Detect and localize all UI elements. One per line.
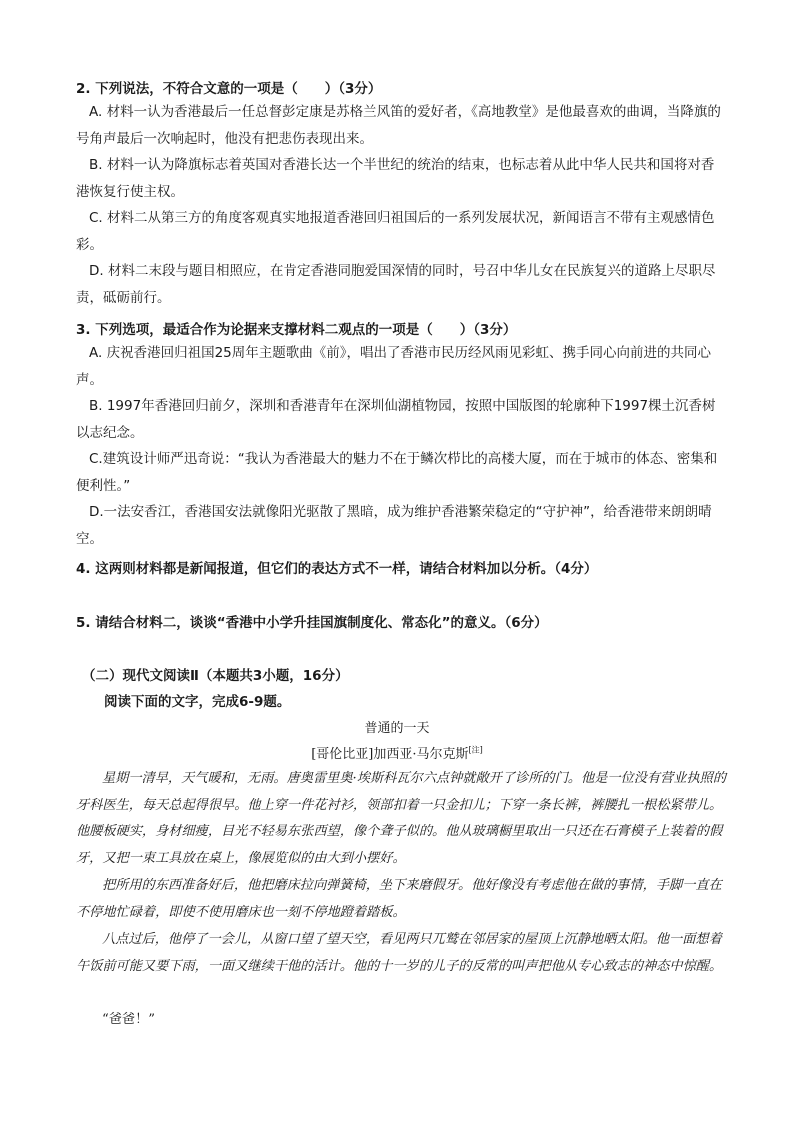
question-2-option-c: C. 材料二从第三方的角度客观真实地报道香港回归祖国后的一系列发展状况，新闻语言不带有主观感情色彩。 bbox=[76, 210, 715, 253]
story-note-marker: [注] bbox=[468, 745, 483, 755]
question-2-option-d: D. 材料二末段与题目相照应，在肯定香港同胞爱国深情的同时，号召中华儿女在民族复兴的道路上尽职尽责，砥砺前行。 bbox=[76, 263, 716, 306]
question-2-option-a: A. 材料一认为香港最后一任总督彭定康是苏格兰风笛的爱好者，《高地教堂》是他最喜欢的曲调，当降旗的号角声最后一次响起时，他没有把悲伤表现出来。 bbox=[76, 104, 721, 147]
story-paragraph-1: 星期一清早，天气暖和，无雨。唐奥雷里奥·埃斯科瓦尔六点钟就敞开了诊所的门。他是一位没有营业执照的牙科医生，每天总起得很早。他上穿一件花衬衫，领部扣着一只金扣儿；下穿一条长裤，裤腰扎一根松紧带儿。他腰板硬实，身材细瘦，目光不轻易东张西望，像个聋子似的。他从玻璃橱里取出一只还在石膏模子上装着的假牙，又把一束工具放在桌上，像展览似的由大到小摆好。 bbox=[76, 771, 727, 866]
question-2-title: 2. 下列说法，不符合文意的一项是（ ）（3分） bbox=[76, 81, 382, 97]
question-5-title: 5. 请结合材料二，谈谈“香港中小学升挂国旗制度化、常态化”的意义。（6分） bbox=[76, 615, 548, 631]
section-instruction: 阅读下面的文字，完成6-9题。 bbox=[104, 694, 291, 710]
story-author: [哥伦比亚]加西亚·马尔克斯 bbox=[311, 747, 469, 762]
question-3-title: 3. 下列选项，最适合作为论据来支撑材料二观点的一项是（ ）（3分） bbox=[76, 322, 517, 338]
question-2-option-b: B. 材料一认为降旗标志着英国对香港长达一个半世纪的统治的结束，也标志着从此中华人民共和国将对香港恢复行使主权。 bbox=[76, 157, 715, 200]
question-3-option-c: C.建筑设计师严迅奇说：“我认为香港最大的魅力不在于鳞次栉比的高楼大厦，而在于城市的体态、密集和便利性。” bbox=[76, 451, 718, 494]
question-3-option-d: D.一法安香江，香港国安法就像阳光驱散了黑暗，成为维护香港繁荣稳定的“守护神”，给香港带来朗朗晴空。 bbox=[76, 504, 712, 547]
question-3-option-b: B. 1997年香港回归前夕，深圳和香港青年在深圳仙湖植物园，按照中国版图的轮廓种下1997棵土沉香树以志纪念。 bbox=[76, 398, 716, 441]
story-title: 普通的一天 bbox=[364, 721, 430, 736]
question-3-option-a: A. 庆祝香港回归祖国25周年主题歌曲《前》，唱出了香港市民历经风雨见彩虹、携手同心向前进的共同心声。 bbox=[76, 345, 712, 388]
story-author-line bbox=[0, 743, 794, 762]
story-paragraph-2: 把所用的东西准备好后，他把磨床拉向弹簧椅，坐下来磨假牙。他好像没有考虑他在做的事情，手脚一直在不停地忙碌着，即使不使用磨床也一刻不停地蹬着踏板。 bbox=[76, 878, 722, 920]
question-4-title: 4. 这两则材料都是新闻报道，但它们的表达方式不一样，请结合材料加以分析。（4分） bbox=[76, 561, 598, 577]
section-heading: （二）现代文阅读Ⅱ（本题共3小题，16分） bbox=[82, 668, 349, 684]
story-paragraph-3: 八点过后，他停了一会儿，从窗口望了望天空，看见两只兀鹫在邻居家的屋顶上沉静地晒太阳。他一面想着午饭前可能又要下雨，一面又继续干他的活计。他的十一岁的儿子的反常的叫声把他从专心致志的神态中惊醒。 bbox=[76, 932, 723, 974]
story-paragraph-4: “爸爸！” bbox=[102, 1012, 156, 1027]
